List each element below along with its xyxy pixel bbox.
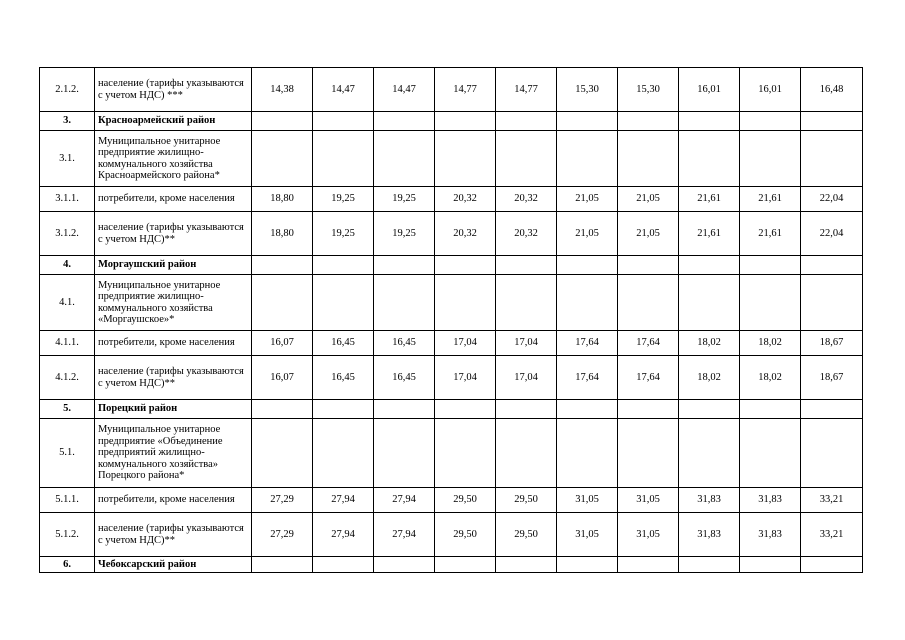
tariff-value-cell: 19,25 (374, 187, 435, 212)
tariff-value-cell (374, 557, 435, 573)
tariff-value-cell: 19,25 (313, 187, 374, 212)
tariff-value-cell (252, 131, 313, 187)
tariff-value-cell (740, 256, 801, 275)
row-number: 2.1.2. (40, 68, 95, 112)
tariff-value-cell: 18,02 (740, 331, 801, 356)
tariff-value-cell (313, 419, 374, 488)
tariff-value-cell: 19,25 (313, 212, 374, 256)
tariff-value-cell (557, 400, 618, 419)
tariff-value-cell: 21,61 (740, 212, 801, 256)
tariff-value-cell: 27,29 (252, 488, 313, 513)
tariff-table (39, 67, 863, 573)
tariff-value-cell: 16,45 (313, 356, 374, 400)
tariff-value-cell: 31,05 (618, 513, 679, 557)
tariff-value-cell (252, 256, 313, 275)
tariff-value-cell (435, 419, 496, 488)
tariff-value-cell (313, 256, 374, 275)
tariff-value-cell: 27,94 (374, 513, 435, 557)
tariff-value-cell: 21,61 (679, 187, 740, 212)
tariff-value-cell: 18,80 (252, 212, 313, 256)
tariff-value-cell (496, 256, 557, 275)
tariff-value-cell (679, 112, 740, 131)
tariff-value-cell (618, 112, 679, 131)
tariff-value-cell: 17,04 (496, 331, 557, 356)
tariff-value-cell (374, 400, 435, 419)
tariff-value-cell (313, 400, 374, 419)
row-number: 4.1. (40, 275, 95, 331)
tariff-table-body (40, 68, 863, 573)
tariff-value-cell (557, 256, 618, 275)
table-row (40, 212, 863, 256)
row-name: население (тарифы указываются с учетом НДС)** (95, 212, 252, 256)
tariff-value-cell: 31,83 (679, 488, 740, 513)
tariff-value-cell: 21,05 (618, 212, 679, 256)
table-row (40, 513, 863, 557)
tariff-value-cell: 20,32 (496, 187, 557, 212)
organization-row (40, 419, 863, 488)
tariff-value-cell (374, 131, 435, 187)
tariff-value-cell: 31,83 (740, 488, 801, 513)
tariff-value-cell (740, 400, 801, 419)
tariff-value-cell: 16,45 (374, 331, 435, 356)
tariff-value-cell (313, 557, 374, 573)
tariff-value-cell (679, 557, 740, 573)
tariff-value-cell: 18,02 (679, 356, 740, 400)
tariff-value-cell (801, 112, 863, 131)
tariff-value-cell: 16,01 (740, 68, 801, 112)
tariff-value-cell (374, 275, 435, 331)
tariff-value-cell (557, 112, 618, 131)
row-number: 5.1.1. (40, 488, 95, 513)
tariff-value-cell (557, 557, 618, 573)
tariff-value-cell (435, 256, 496, 275)
tariff-value-cell (252, 275, 313, 331)
tariff-value-cell (801, 256, 863, 275)
tariff-value-cell: 14,77 (496, 68, 557, 112)
tariff-value-cell: 27,29 (252, 513, 313, 557)
tariff-value-cell: 21,61 (679, 212, 740, 256)
tariff-value-cell (679, 400, 740, 419)
row-name: население (тарифы указываются с учетом НДС)** (95, 356, 252, 400)
row-name: Муниципальное унитарное предприятие «Объединение предприятий жилищно-коммунального хозяйства» Порецкого района* (95, 419, 252, 488)
tariff-value-cell: 17,64 (618, 331, 679, 356)
tariff-value-cell (313, 131, 374, 187)
row-number: 3.1.2. (40, 212, 95, 256)
tariff-value-cell: 31,05 (557, 488, 618, 513)
tariff-value-cell (679, 275, 740, 331)
tariff-value-cell (740, 275, 801, 331)
tariff-value-cell (496, 131, 557, 187)
row-name: Муниципальное унитарное предприятие жилищно-коммунального хозяйства Красноармейского района* (95, 131, 252, 187)
table-row (40, 187, 863, 212)
tariff-value-cell: 18,67 (801, 331, 863, 356)
row-name: потребители, кроме населения (95, 488, 252, 513)
table-row (40, 356, 863, 400)
tariff-value-cell: 16,07 (252, 356, 313, 400)
row-number: 5.1.2. (40, 513, 95, 557)
row-name: население (тарифы указываются с учетом НДС)** (95, 513, 252, 557)
tariff-value-cell: 17,64 (557, 356, 618, 400)
row-name: Моргаушский район (95, 256, 252, 275)
tariff-value-cell: 17,64 (618, 356, 679, 400)
tariff-value-cell: 27,94 (313, 488, 374, 513)
organization-row (40, 131, 863, 187)
row-number: 3.1.1. (40, 187, 95, 212)
tariff-value-cell (801, 557, 863, 573)
table-row (40, 68, 863, 112)
tariff-value-cell: 22,04 (801, 212, 863, 256)
tariff-value-cell: 19,25 (374, 212, 435, 256)
tariff-value-cell: 31,83 (740, 513, 801, 557)
tariff-value-cell: 14,38 (252, 68, 313, 112)
tariff-value-cell (740, 557, 801, 573)
row-name: население (тарифы указываются с учетом НДС) *** (95, 68, 252, 112)
tariff-value-cell (557, 131, 618, 187)
tariff-value-cell (679, 256, 740, 275)
tariff-value-cell (679, 419, 740, 488)
section-row (40, 557, 863, 573)
row-number: 3. (40, 112, 95, 131)
tariff-value-cell: 22,04 (801, 187, 863, 212)
tariff-value-cell (374, 419, 435, 488)
tariff-value-cell (618, 256, 679, 275)
tariff-value-cell: 15,30 (557, 68, 618, 112)
tariff-value-cell: 21,05 (557, 212, 618, 256)
tariff-value-cell (618, 275, 679, 331)
tariff-value-cell: 31,83 (679, 513, 740, 557)
tariff-value-cell (740, 112, 801, 131)
tariff-value-cell: 16,01 (679, 68, 740, 112)
tariff-value-cell (252, 557, 313, 573)
tariff-value-cell: 17,04 (435, 331, 496, 356)
row-number: 4.1.1. (40, 331, 95, 356)
tariff-value-cell: 21,61 (740, 187, 801, 212)
tariff-value-cell (618, 557, 679, 573)
row-name: Муниципальное унитарное предприятие жилищно-коммунального хозяйства «Моргаушское»* (95, 275, 252, 331)
tariff-value-cell: 29,50 (496, 513, 557, 557)
row-number: 5.1. (40, 419, 95, 488)
row-number: 5. (40, 400, 95, 419)
tariff-value-cell: 21,05 (618, 187, 679, 212)
tariff-value-cell (252, 112, 313, 131)
tariff-value-cell (313, 275, 374, 331)
section-row (40, 256, 863, 275)
tariff-value-cell: 18,02 (740, 356, 801, 400)
tariff-value-cell (496, 112, 557, 131)
tariff-value-cell (374, 112, 435, 131)
tariff-value-cell (435, 131, 496, 187)
tariff-value-cell: 29,50 (435, 488, 496, 513)
tariff-value-cell: 20,32 (496, 212, 557, 256)
tariff-value-cell (801, 275, 863, 331)
tariff-value-cell: 17,64 (557, 331, 618, 356)
tariff-value-cell: 18,67 (801, 356, 863, 400)
row-number: 4. (40, 256, 95, 275)
section-row (40, 400, 863, 419)
tariff-value-cell (801, 400, 863, 419)
tariff-value-cell (618, 400, 679, 419)
row-number: 3.1. (40, 131, 95, 187)
tariff-value-cell (801, 131, 863, 187)
tariff-value-cell: 16,48 (801, 68, 863, 112)
tariff-value-cell (679, 131, 740, 187)
tariff-value-cell (496, 419, 557, 488)
tariff-value-cell (435, 400, 496, 419)
tariff-value-cell (496, 400, 557, 419)
tariff-value-cell: 20,32 (435, 187, 496, 212)
row-name: Порецкий район (95, 400, 252, 419)
tariff-value-cell: 21,05 (557, 187, 618, 212)
row-name: Красноармейский район (95, 112, 252, 131)
table-row (40, 488, 863, 513)
row-number: 4.1.2. (40, 356, 95, 400)
tariff-value-cell: 31,05 (557, 513, 618, 557)
tariff-value-cell (252, 400, 313, 419)
tariff-value-cell (252, 419, 313, 488)
tariff-value-cell (557, 275, 618, 331)
tariff-value-cell: 16,45 (374, 356, 435, 400)
tariff-value-cell (740, 419, 801, 488)
tariff-value-cell: 27,94 (313, 513, 374, 557)
row-name: Чебоксарский район (95, 557, 252, 573)
tariff-value-cell (496, 275, 557, 331)
row-number: 6. (40, 557, 95, 573)
tariff-value-cell: 31,05 (618, 488, 679, 513)
tariff-value-cell (496, 557, 557, 573)
tariff-value-cell (435, 112, 496, 131)
tariff-value-cell: 16,07 (252, 331, 313, 356)
table-row (40, 331, 863, 356)
tariff-value-cell: 16,45 (313, 331, 374, 356)
tariff-value-cell: 14,77 (435, 68, 496, 112)
row-name: потребители, кроме населения (95, 187, 252, 212)
tariff-value-cell: 33,21 (801, 488, 863, 513)
tariff-value-cell: 27,94 (374, 488, 435, 513)
tariff-value-cell: 20,32 (435, 212, 496, 256)
tariff-value-cell: 29,50 (435, 513, 496, 557)
tariff-value-cell: 15,30 (618, 68, 679, 112)
tariff-value-cell (557, 419, 618, 488)
tariff-value-cell: 18,02 (679, 331, 740, 356)
tariff-value-cell: 14,47 (313, 68, 374, 112)
tariff-value-cell: 33,21 (801, 513, 863, 557)
row-name: потребители, кроме населения (95, 331, 252, 356)
tariff-value-cell: 17,04 (435, 356, 496, 400)
organization-row (40, 275, 863, 331)
tariff-value-cell (435, 275, 496, 331)
tariff-value-cell (801, 419, 863, 488)
tariff-value-cell (618, 131, 679, 187)
tariff-value-cell (374, 256, 435, 275)
tariff-value-cell: 18,80 (252, 187, 313, 212)
tariff-value-cell (435, 557, 496, 573)
tariff-value-cell: 29,50 (496, 488, 557, 513)
tariff-value-cell: 14,47 (374, 68, 435, 112)
tariff-value-cell: 17,04 (496, 356, 557, 400)
section-row (40, 112, 863, 131)
tariff-value-cell (313, 112, 374, 131)
tariff-value-cell (740, 131, 801, 187)
tariff-value-cell (618, 419, 679, 488)
